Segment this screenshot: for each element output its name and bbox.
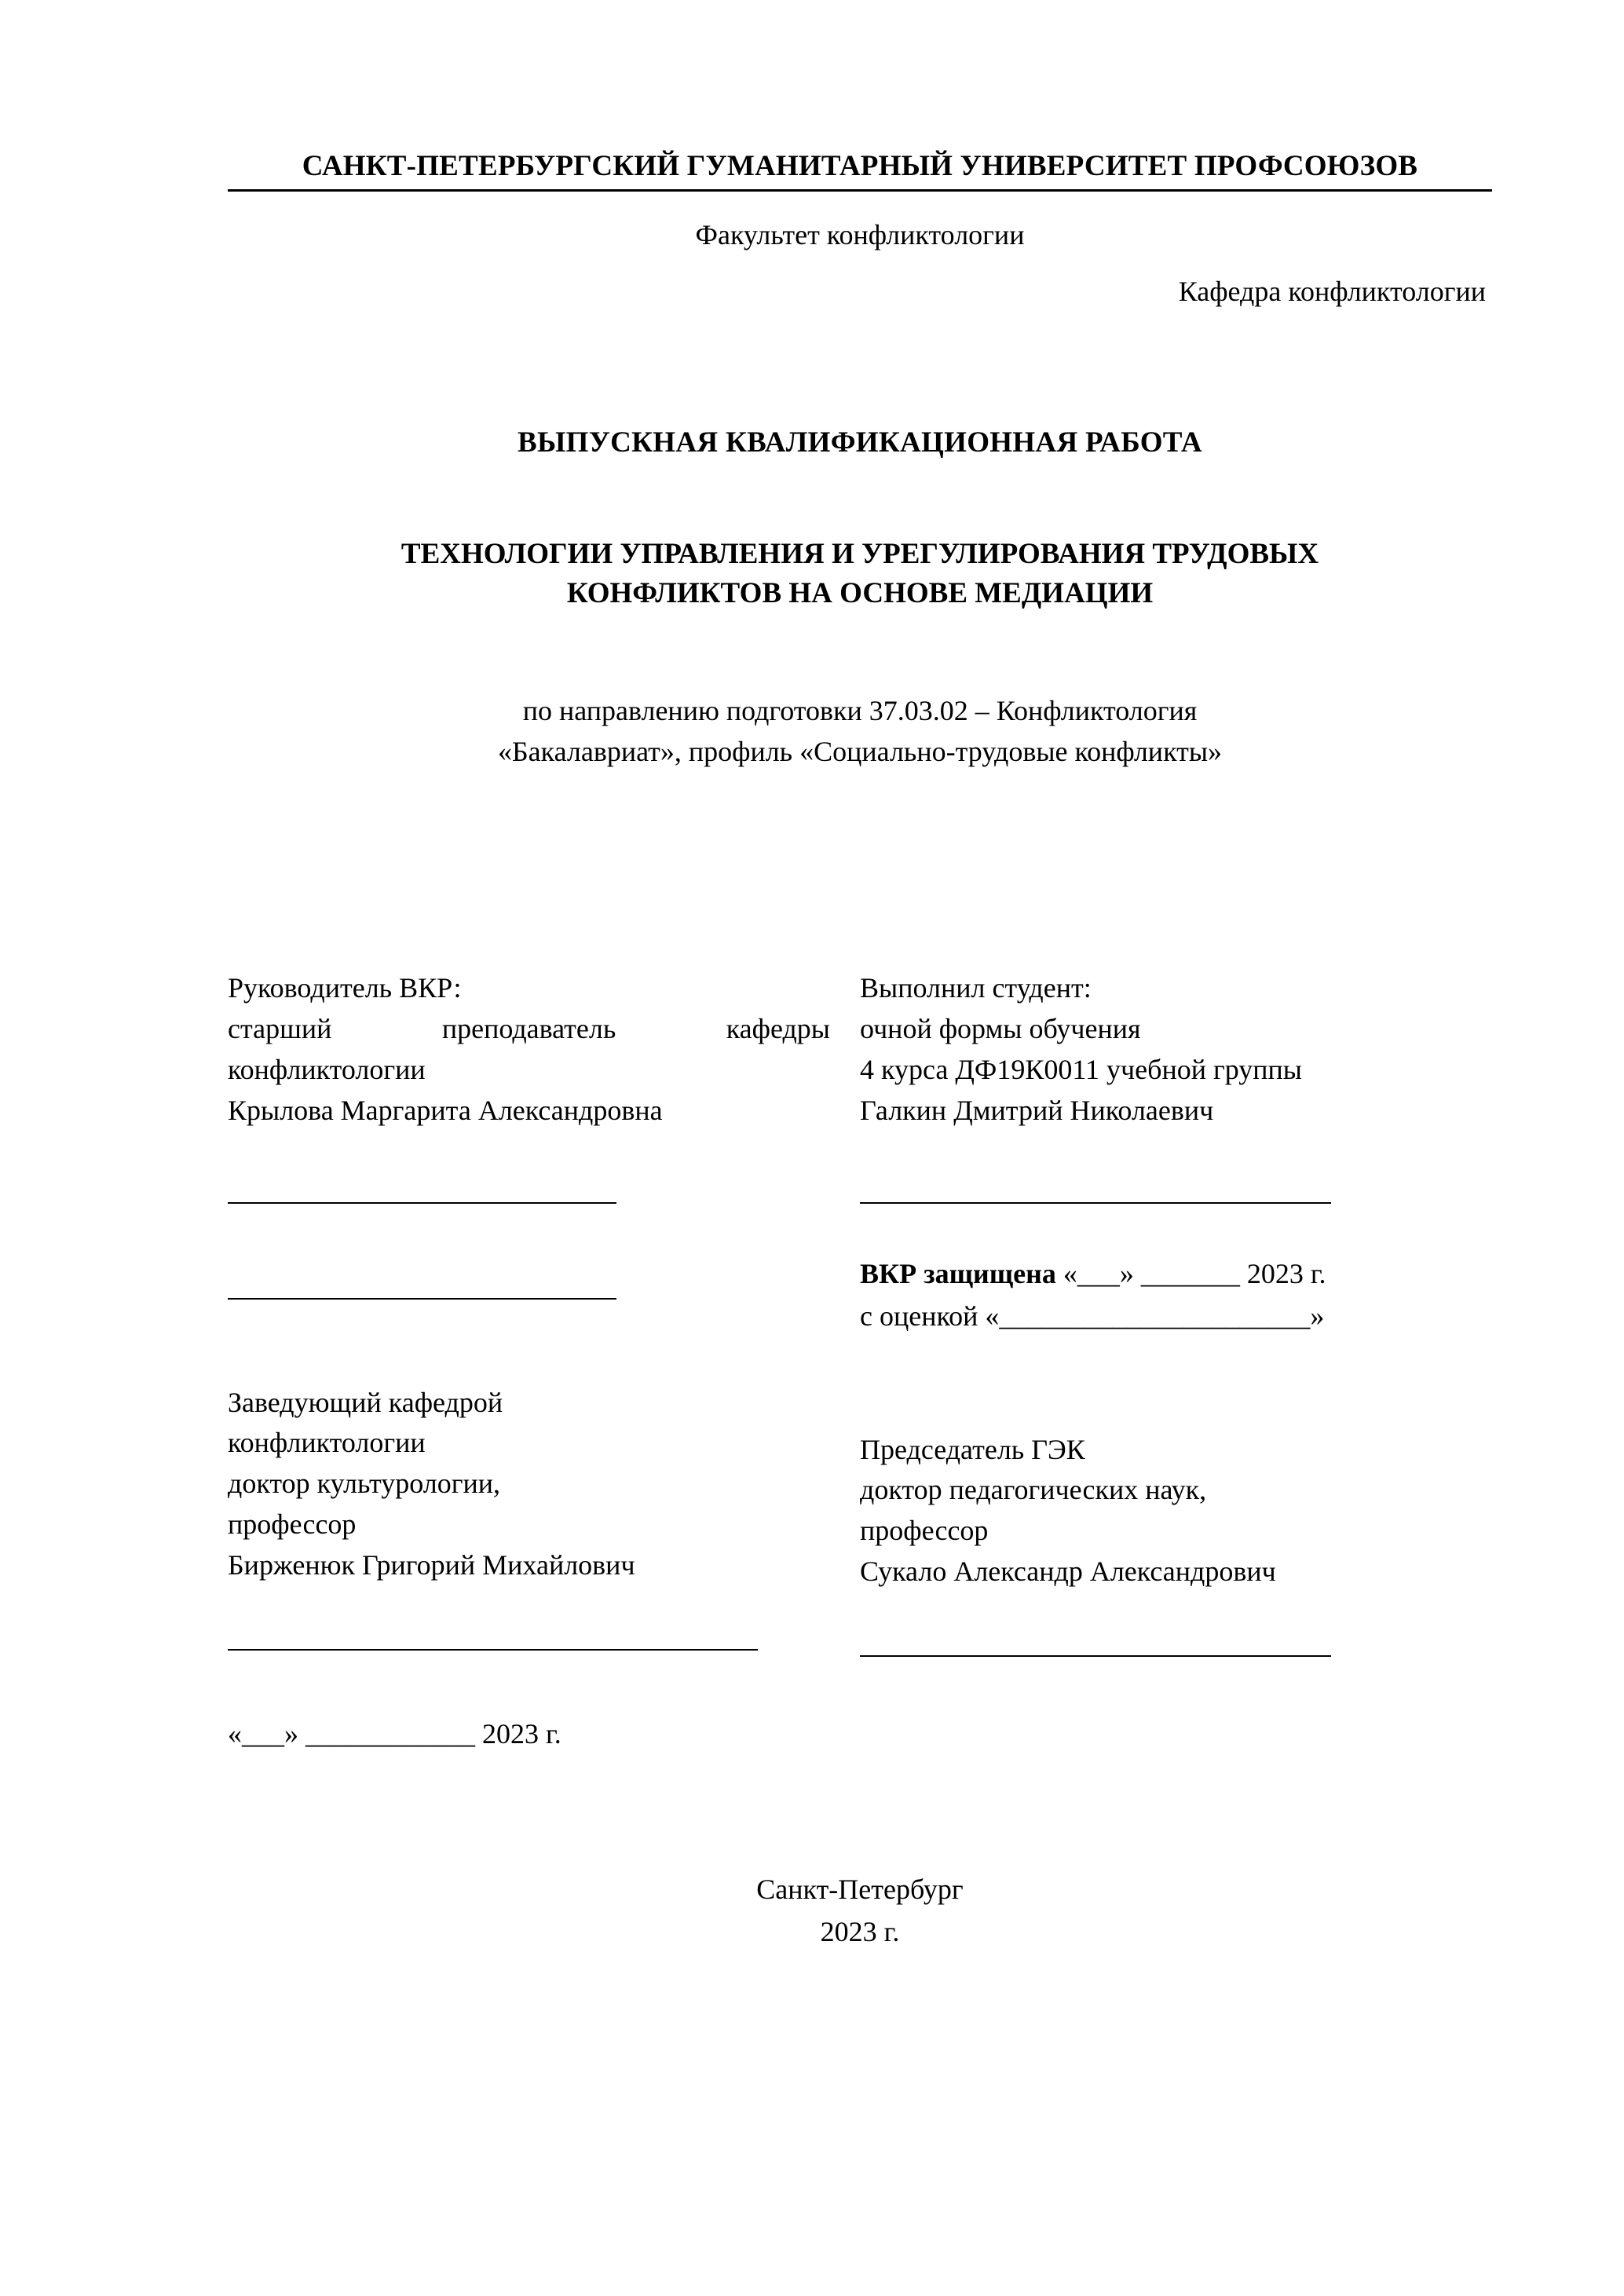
- head-of-department-line-1: Заведующий кафедрой: [228, 1386, 503, 1418]
- university-name: САНКТ-ПЕТЕРБУРГСКИЙ ГУМАНИТАРНЫЙ УНИВЕРСИТЕТ ПРОФСОЮЗОВ: [228, 149, 1492, 192]
- thesis-title-line-2: КОНФЛИКТОВ НА ОСНОВЕ МЕДИАЦИИ: [566, 576, 1154, 609]
- city-and-year: [228, 1868, 1492, 1953]
- head-of-department-line-3: доктор культурологии,: [228, 1468, 501, 1500]
- program-line-1: по направлению подготовки 37.03.02 – Конфликтология: [522, 694, 1198, 726]
- chairman-name: Сукало Александр Александрович: [860, 1556, 1276, 1588]
- chairman-line-1: Председатель ГЭК: [860, 1433, 1085, 1465]
- chairman-line-3: профессор: [860, 1515, 989, 1547]
- supervisor-name: Крылова Маргарита Александровна: [228, 1094, 663, 1126]
- defense-date-blank: «___» _______ 2023 г.: [1063, 1257, 1326, 1289]
- supervisor-column: [228, 968, 860, 1336]
- head-of-department-role: [228, 1383, 830, 1586]
- head-of-department-line-4: профессор: [228, 1508, 357, 1541]
- city: Санкт-Петербург: [756, 1873, 964, 1905]
- chairman-role: [860, 1383, 1492, 1592]
- student-column: [860, 968, 1492, 1336]
- program-line-2: «Бакалавриат», профиль «Социально-трудовые конфликты»: [497, 736, 1223, 768]
- supervisor-position-line-2: конфликтологии: [228, 1053, 426, 1085]
- student-name: Галкин Дмитрий Николаевич: [860, 1094, 1214, 1126]
- defense-line-1: [860, 1252, 1492, 1295]
- thesis-title: [228, 535, 1492, 613]
- head-of-department-column: [228, 1383, 860, 1750]
- year: 2023 г.: [820, 1915, 900, 1947]
- defense-label: ВКР защищена: [860, 1257, 1056, 1289]
- student-form: очной формы обучения: [860, 1013, 1141, 1045]
- chairman-column: [860, 1383, 1492, 1750]
- defense-info: [860, 1252, 1492, 1337]
- student-label: Выполнил студент:: [860, 972, 1092, 1004]
- supervisor-position-line-1: старший преподаватель кафедры: [228, 1013, 830, 1045]
- head-of-department-name: Бирженюк Григорий Михайлович: [228, 1548, 635, 1581]
- program-info: [228, 690, 1492, 772]
- chairman-line-2: доктор педагогических наук,: [860, 1474, 1207, 1506]
- signature-block-bottom: [228, 1383, 1492, 1750]
- document-content: [228, 149, 1492, 1953]
- faculty-name: Факультет конфликтологии: [695, 219, 1025, 250]
- student-group: 4 курса ДФ19К0011 учебной группы: [860, 1053, 1302, 1085]
- head-of-department-signature-line-bottom: [228, 1649, 758, 1651]
- supervisor-signature-line: [228, 1202, 616, 1204]
- thesis-title-line-1: ТЕХНОЛОГИИ УПРАВЛЕНИЯ И УРЕГУЛИРОВАНИЯ ТРУДОВЫХ: [401, 538, 1319, 570]
- document-type: ВЫПУСКНАЯ КВАЛИФИКАЦИОННАЯ РАБОТА: [518, 426, 1202, 459]
- supervisor-label: Руководитель ВКР:: [228, 972, 462, 1004]
- department-name: Кафедра конфликтологии: [1178, 276, 1486, 307]
- defense-line-2: с оценкой «______________________»: [860, 1300, 1325, 1332]
- document-date-line: «___» ____________ 2023 г.: [228, 1717, 561, 1749]
- chairman-signature-line: [860, 1655, 1331, 1657]
- signature-block-top: [228, 968, 1492, 1336]
- head-of-department-line-2: конфликтологии: [228, 1427, 426, 1459]
- head-of-department-signature-line: [228, 1298, 616, 1300]
